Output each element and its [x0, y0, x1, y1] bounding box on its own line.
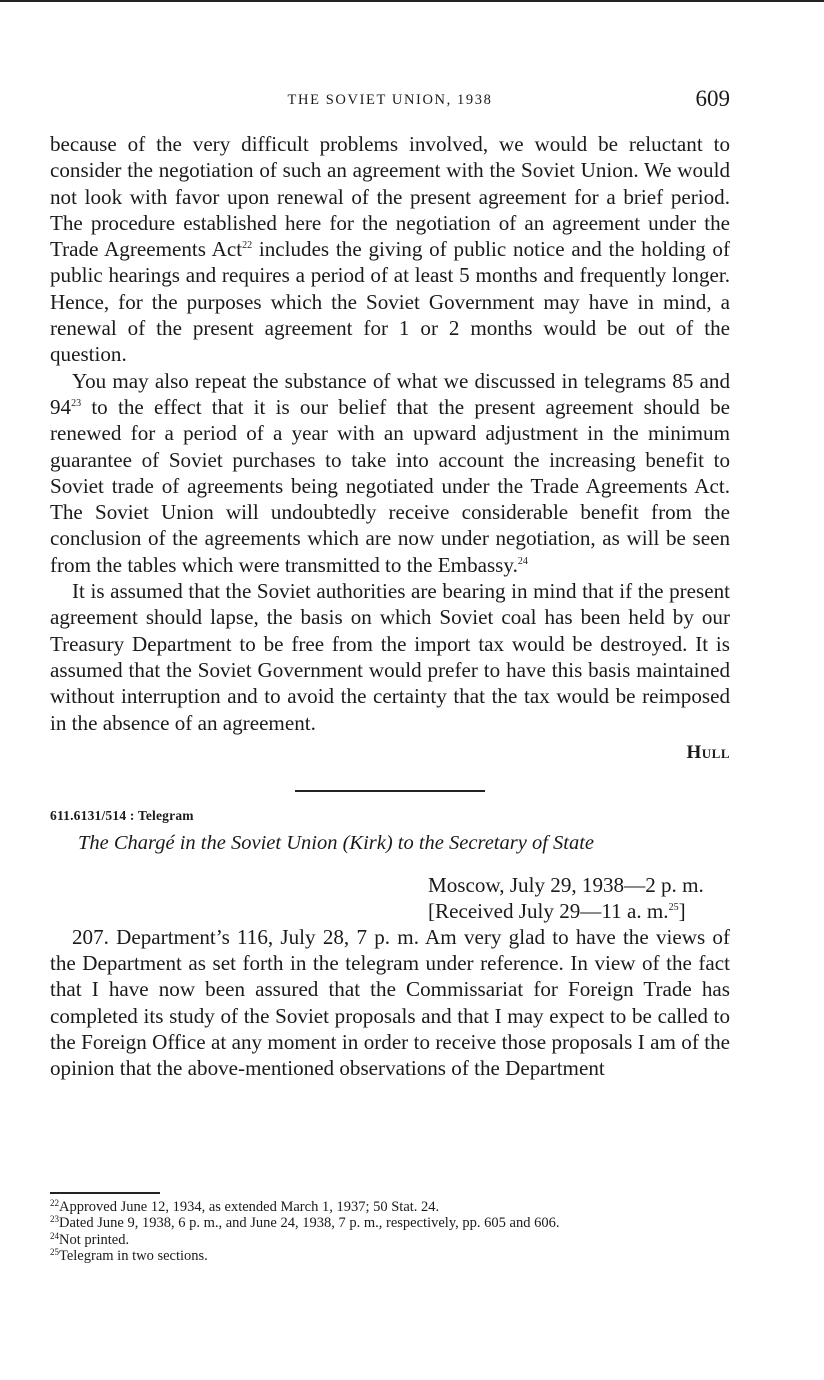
footnote-text: Dated June 9, 1938, 6 p. m., and June 24, 1938, 7 p. m., respectively, pp. 605 and 606.: [59, 1215, 560, 1232]
footnote-ref-24: 24: [517, 555, 528, 567]
footnote-text: Not printed.: [59, 1231, 130, 1248]
footnote-24: [50, 1232, 740, 1249]
footnote-23: [50, 1215, 740, 1232]
dateline: [50, 872, 730, 924]
dateline-sent: Moscow, July 29, 1938—2 p. m.: [428, 872, 704, 897]
signature: Hull: [686, 741, 730, 763]
footnote-number: 25: [50, 1247, 59, 1258]
footnote-rule: [50, 1192, 160, 1194]
page-number: 609: [695, 86, 730, 111]
body-text: [50, 131, 730, 1082]
file-reference: 611.6131/514 : Telegram: [50, 807, 194, 823]
footnotes: [50, 1192, 740, 1265]
footnote-text: Approved June 12, 1934, as extended March 1, 1937; 50 Stat. 24.: [59, 1198, 440, 1215]
document-title: The Chargé in the Soviet Union (Kirk) to the Secretary of State: [78, 831, 595, 854]
paragraph-4: 207. Department’s 116, July 28, 7 p. m. Am very glad to have the views of the Department as set forth in the telegram under reference. In view of the fact that I have now been assured that the Commissariat for Foreign Trade has completed its study of the Soviet proposals and that I may expect to be called to the Foreign Office at any moment in order to receive those proposals I am of the opinion that the above-mentioned observations of the Department: [50, 924, 730, 1081]
running-title: THE SOVIET UNION, 1938: [287, 92, 493, 108]
paragraph-2-text-a: You may also repeat the substance of what we discussed in telegrams 85 and 94: [50, 368, 730, 419]
paragraph-2-text-b: to the effect that it is our belief that the present agreement should be renewed for a period of a year with an upward adjustment in the minimum guarantee of Soviet purchases to take into account the increasing benefit to Soviet trade of agreements being negotiated under the Trade Agreements Act. The Soviet Union will undoubtedly receive considerable benefit from the conclusion of the agreements which are now under negotiation, as will be seen from the tables which were transmitted to the Embassy.: [50, 394, 730, 577]
footnote-25: [50, 1248, 740, 1265]
footnote-ref-25: 25: [668, 901, 679, 913]
paragraph-3: It is assumed that the Soviet authorities are bearing in mind that if the present agreement should lapse, the basis on which Soviet coal has been held by our Treasury Department to be free from the import tax would be destroyed. It is assumed that the Soviet Government would prefer to have this basis maintained without interruption and to avoid the certainty that the tax would be reimposed in the absence of an agreement.: [50, 579, 730, 735]
paragraph-1: [50, 131, 730, 368]
paragraph-1-text-b: includes the giving of public notice and the holding of public hearings and requires a period of at least 5 months and frequently longer. Hence, for the purposes which the Soviet Government may have in mind, a renewal of the present agreement for 1 or 2 months would be out of the question.: [50, 237, 731, 367]
footnote-number: 22: [50, 1197, 59, 1208]
section-divider: [295, 790, 485, 792]
footnote-22: [50, 1199, 740, 1216]
page-header: [50, 86, 730, 116]
top-border-line: [0, 0, 824, 2]
footnote-ref-23: 23: [71, 397, 82, 409]
paragraph-1-text-a: because of the very difficult problems involved, we would be reluctant to consider the negotiation of such an agreement with the Soviet Union. We would not look with favor upon renewal of the present agreement for a brief period. The procedure established here for the negotiation of an agreement under the Trade Agreements Act: [50, 132, 730, 262]
paragraph-2: [50, 368, 730, 578]
footnote-text: Telegram in two sections.: [59, 1248, 208, 1265]
dateline-received-close: ]: [678, 898, 686, 923]
footnote-number: 23: [50, 1214, 59, 1225]
dateline-received: [428, 898, 730, 924]
dateline-received-text: [Received July 29—11 a. m.: [428, 898, 669, 923]
footnote-number: 24: [50, 1230, 59, 1241]
footnote-ref-22: 22: [242, 240, 253, 252]
